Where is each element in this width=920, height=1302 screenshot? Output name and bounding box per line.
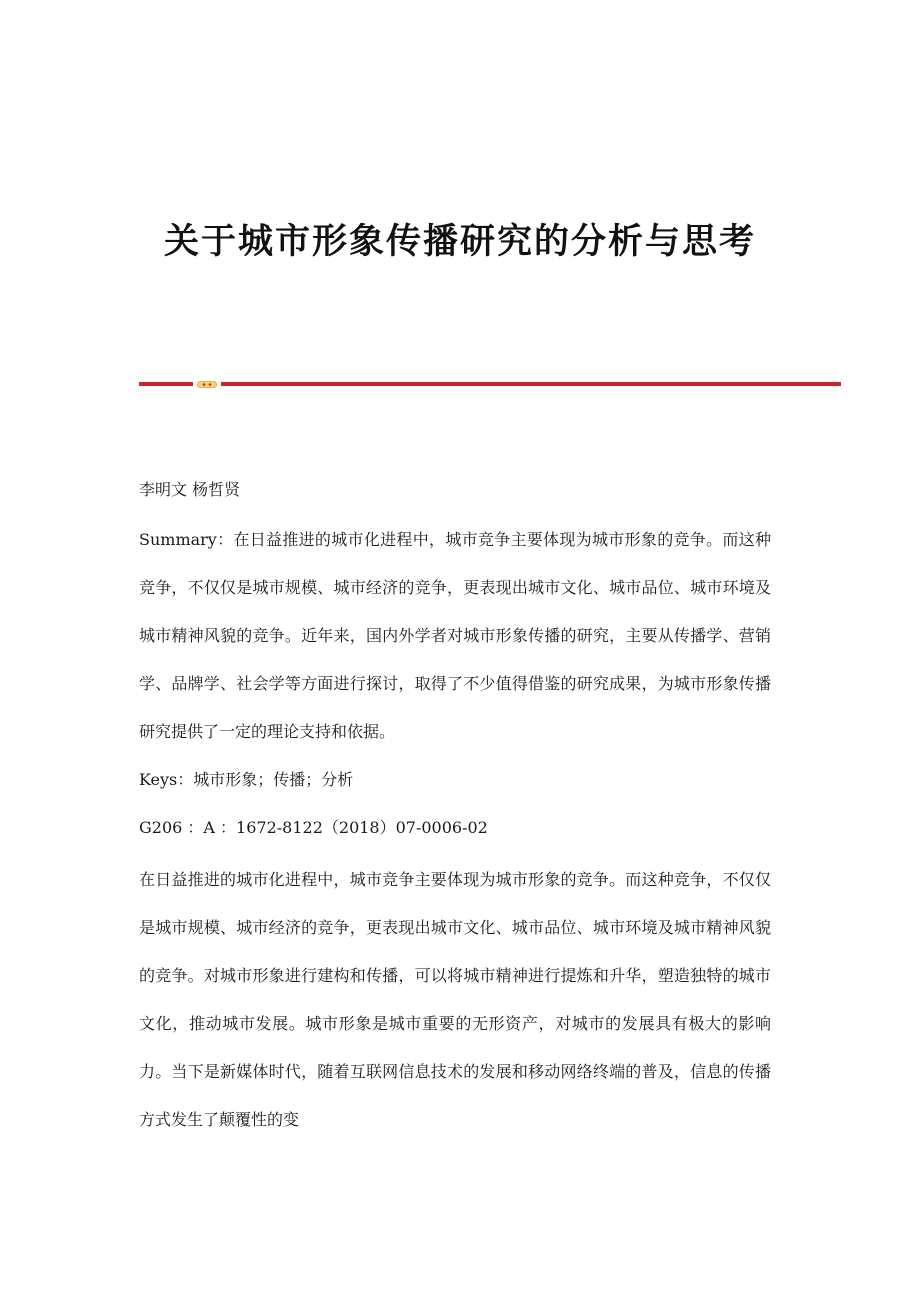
document-title: 关于城市形象传播研究的分析与思考 [163,222,756,262]
keywords-label: Keys： [139,770,194,789]
title-divider [139,380,841,390]
divider-bar-right [221,382,841,386]
summary-label: Summary： [139,530,234,549]
divider-bar-left [139,382,193,386]
keywords [139,756,771,804]
keywords-text: 城市形象；传播；分析 [193,770,354,789]
classification-codes: G206 ：A ：1672-8122（2018）07-0006-02 [139,818,488,837]
summary-text: 在日益推进的城市化进程中，城市竞争主要体现为城市形象的竞争。而这种竞争，不仅仅是城市规模、城市经济的竞争，更表现出城市文化、城市品位、城市环境及城市精神风貌的竞争。近年来，国内外学者对城市形象传播的研究，主要从传播学、营销学、品牌学、社会学等方面进行探讨，取得了不少值得借鉴的研究成果，为城市形象传播研究提供了一定的理论支持和依据。 [139,530,771,741]
summary-paragraph [139,516,771,756]
divider-ornament-icon [197,381,217,388]
authors: 李明文 杨哲贤 [139,480,241,499]
document-body [139,466,771,1144]
body-paragraph: 在日益推进的城市化进程中，城市竞争主要体现为城市形象的竞争。而这种竞争，不仅仅是城市规模、城市经济的竞争，更表现出城市文化、城市品位、城市环境及城市精神风貌的竞争。对城市形象进行建构和传播，可以将城市精神进行提炼和升华，塑造独特的城市文化，推动城市发展。城市形象是城市重要的无形资产，对城市的发展具有极大的影响力。当下是新媒体时代，随着互联网信息技术的发展和移动网络终端的普及，信息的传播方式发生了颠覆性的变 [139,870,771,1129]
